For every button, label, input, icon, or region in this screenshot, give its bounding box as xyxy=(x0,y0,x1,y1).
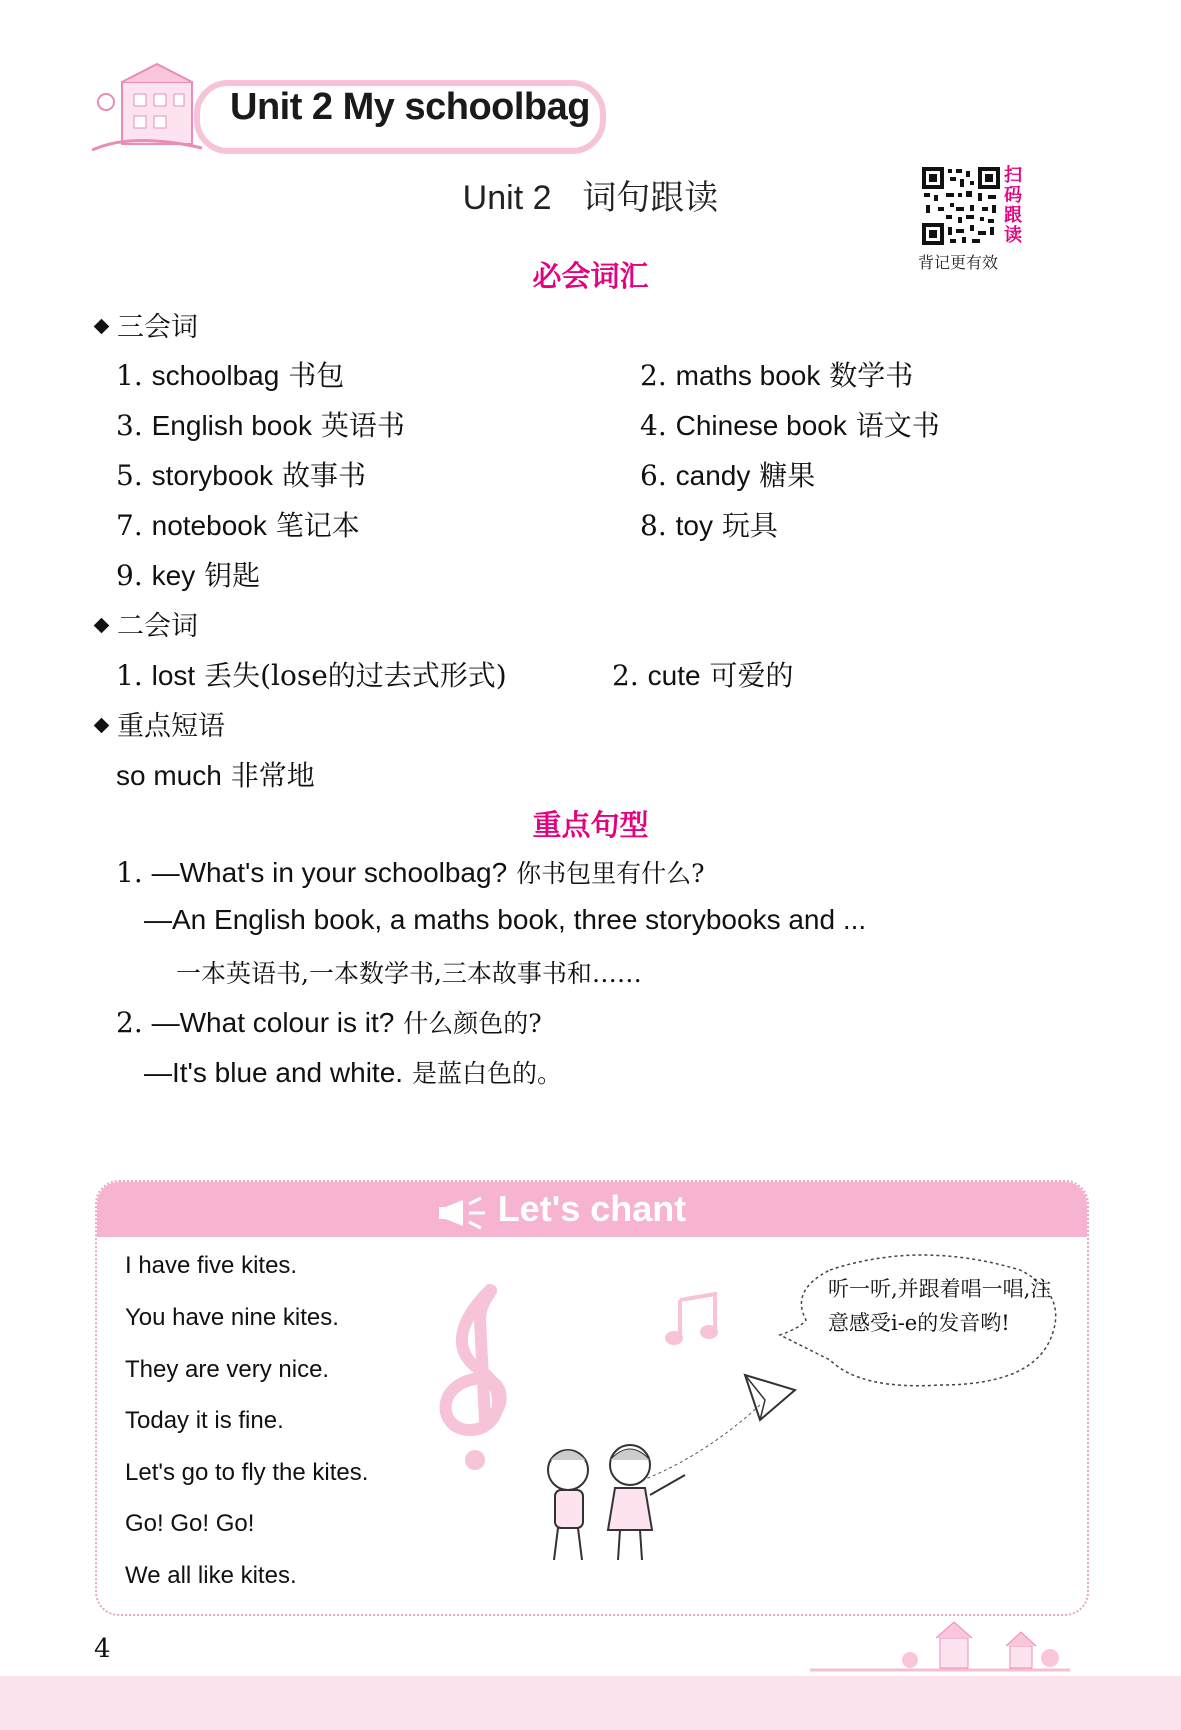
sentence-answer: —It's blue and white. 是蓝白色的。 xyxy=(144,1057,562,1088)
vocab-item: 8. toy 玩具 xyxy=(640,509,778,542)
chant-line: Go! Go! Go! xyxy=(125,1510,255,1537)
qr-code-icon[interactable] xyxy=(922,167,1000,245)
vocab-item: 1. lost 丢失(lose的过去式形式) xyxy=(116,659,507,692)
phrase-item: so much 非常地 xyxy=(116,759,315,792)
sentence-answer: —An English book, a maths book, three storybooks and ... xyxy=(144,904,867,935)
phrases-label: 重点短语 xyxy=(117,711,225,742)
sentence-question: 2. —What colour is it? 什么颜色的? xyxy=(116,1006,542,1039)
vocab-section-title: 必会词汇 xyxy=(532,259,649,293)
vocab-item: 4. Chinese book 语文书 xyxy=(640,409,940,442)
town-decoration-icon xyxy=(810,1618,1070,1674)
heading-title: 词句跟读 xyxy=(582,178,719,218)
qr-char: 跟 xyxy=(1004,205,1022,226)
chant-line: Let's go to fly the kites. xyxy=(125,1459,369,1486)
vocab-item: 9. key 钥匙 xyxy=(116,559,261,592)
diamond-bullet-icon xyxy=(94,319,110,335)
heading-unit: Unit 2 xyxy=(462,179,552,217)
vocab-item: 7. notebook 笔记本 xyxy=(116,509,360,542)
chant-line: Today it is fine. xyxy=(125,1407,284,1434)
vocab-item: 5. storybook 故事书 xyxy=(116,459,366,492)
sentence-section-title: 重点句型 xyxy=(532,808,649,842)
children-kite-illustration xyxy=(520,1360,810,1580)
bubble-text: 听一听,并跟着唱一唱,注意感受i-e的发音哟! xyxy=(828,1277,1052,1335)
qr-char: 码 xyxy=(1004,185,1022,206)
vocab-item: 2. cute 可爱的 xyxy=(612,659,794,692)
sentence-question: 1. —What's in your schoolbag? 你书包里有什么? xyxy=(116,856,705,889)
two-skill-heading xyxy=(96,604,198,643)
vocab-item: 2. maths book 数学书 xyxy=(640,359,914,392)
page-number: 4 xyxy=(94,1634,111,1664)
qr-char: 读 xyxy=(1004,225,1022,246)
phrases-heading xyxy=(96,704,225,743)
chant-line: You have nine kites. xyxy=(125,1304,339,1331)
chant-line: They are very nice. xyxy=(125,1356,330,1383)
chant-line: We all like kites. xyxy=(125,1562,297,1589)
unit-title: Unit 2 My schoolbag xyxy=(230,86,590,128)
diamond-bullet-icon xyxy=(94,718,110,734)
vocab-item: 1. schoolbag 书包 xyxy=(116,359,345,392)
qr-side-text xyxy=(1004,166,1024,246)
diamond-bullet-icon xyxy=(94,618,110,634)
sentence-answer-zh: 一本英语书,一本数学书,三本故事书和…… xyxy=(176,959,642,988)
qr-char: 扫 xyxy=(1004,165,1022,186)
vocab-item: 6. candy 糖果 xyxy=(640,459,816,492)
bottom-band xyxy=(0,1676,1181,1730)
qr-caption: 背记更有效 xyxy=(918,253,999,272)
two-skill-label: 二会词 xyxy=(117,611,198,642)
chant-title: Let's chant xyxy=(497,1188,687,1229)
unit-banner xyxy=(92,76,600,148)
three-skill-heading xyxy=(96,305,198,344)
chant-line: I have five kites. xyxy=(125,1252,298,1279)
music-note-icon xyxy=(660,1290,730,1350)
three-skill-label: 三会词 xyxy=(117,312,198,343)
vocab-item: 3. English book 英语书 xyxy=(116,409,405,442)
